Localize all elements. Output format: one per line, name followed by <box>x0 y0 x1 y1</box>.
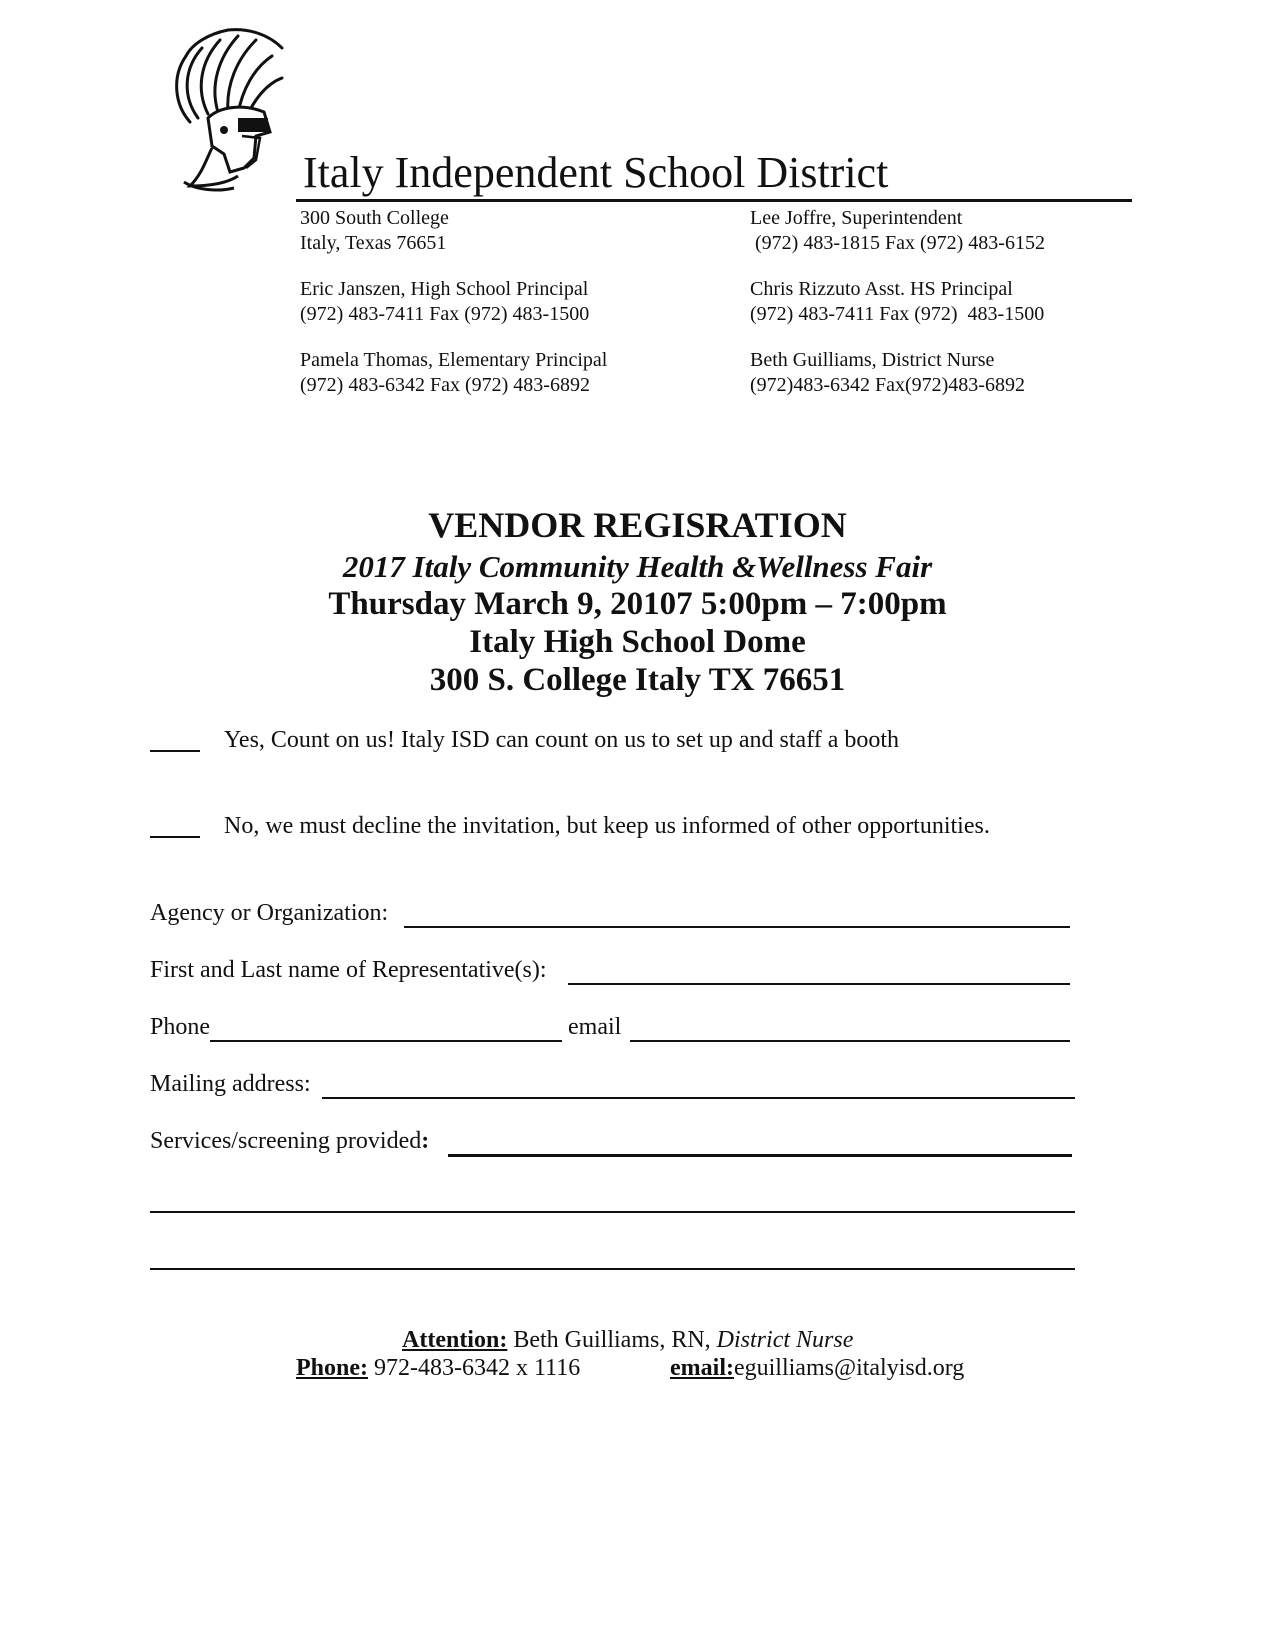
services-extra-line-2[interactable] <box>150 1268 1075 1270</box>
phone-label: Phone <box>150 1014 210 1040</box>
contact-line: (972) 483-7411 Fax (972) 483-1500 <box>750 303 1045 325</box>
contact-asst-principal <box>750 277 1044 327</box>
services-input-line[interactable] <box>448 1154 1072 1157</box>
event-address: 300 S. College Italy TX 76651 <box>429 662 846 698</box>
attention-text: Beth Guilliams, RN, <box>507 1327 717 1353</box>
contact-line: Pamela Thomas, Elementary Principal <box>300 349 608 371</box>
footer-phone <box>296 1353 580 1383</box>
no-checkbox-blank[interactable] <box>150 836 200 838</box>
district-title: Italy Independent School District <box>303 148 889 197</box>
contact-district-nurse <box>750 348 1025 398</box>
services-label-colon: : <box>421 1128 430 1154</box>
mailing-address-input-line[interactable] <box>322 1097 1075 1099</box>
event-name: 2017 Italy Community Health &Wellness Fair <box>342 549 933 584</box>
title-divider <box>296 199 1132 202</box>
contact-line: Italy, Texas 76651 <box>300 232 447 254</box>
email-input-line[interactable] <box>630 1040 1070 1042</box>
contact-line: Beth Guilliams, District Nurse <box>750 349 995 371</box>
footer-email-value[interactable]: eguilliams@italyisd.org <box>733 1355 965 1381</box>
attention-label: Attention: <box>402 1327 508 1353</box>
event-venue: Italy High School Dome <box>469 624 806 660</box>
contact-line: (972) 483-1815 Fax (972) 483-6152 <box>750 232 1045 254</box>
services-extra-line-1[interactable] <box>150 1211 1075 1213</box>
footer-phone-label: Phone: <box>296 1355 368 1381</box>
event-date-time: Thursday March 9, 20107 5:00pm – 7:00pm <box>328 586 947 622</box>
trojan-helmet-icon <box>168 26 288 194</box>
contact-elem-principal <box>300 348 607 398</box>
attention-role: District Nurse <box>716 1327 854 1353</box>
footer-phone-value: 972-483-6342 x 1116 <box>368 1355 581 1381</box>
yes-option-label: Yes, Count on us! Italy ISD can count on us to set up and staff a booth <box>224 727 900 753</box>
no-option-label: No, we must decline the invitation, but keep us informed of other opportunities. <box>224 813 990 839</box>
email-label: email <box>568 1014 622 1040</box>
contact-hs-principal <box>300 277 589 327</box>
contact-line: Lee Joffre, Superintendent <box>750 207 963 229</box>
contact-superintendent <box>750 206 1045 256</box>
footer-email <box>670 1353 964 1383</box>
contact-line: (972)483-6342 Fax(972)483-6892 <box>750 374 1025 396</box>
services-label-text: Services/screening provided <box>150 1128 422 1154</box>
phone-input-line[interactable] <box>210 1040 562 1042</box>
contact-line: Eric Janszen, High School Principal <box>300 278 589 300</box>
contact-line: 300 South College <box>300 207 449 229</box>
agency-label: Agency or Organization: <box>150 900 389 926</box>
contact-school-address <box>300 206 449 256</box>
representative-label: First and Last name of Representative(s): <box>150 957 547 983</box>
contact-line: Chris Rizzuto Asst. HS Principal <box>750 278 1013 300</box>
page-title: VENDOR REGISRATION <box>428 505 847 545</box>
contact-line: (972) 483-7411 Fax (972) 483-1500 <box>300 303 590 325</box>
mailing-address-label: Mailing address: <box>150 1071 311 1097</box>
agency-input-line[interactable] <box>404 926 1070 928</box>
yes-checkbox-blank[interactable] <box>150 750 200 752</box>
footer-email-label: email: <box>670 1355 734 1381</box>
services-label <box>150 1126 429 1156</box>
representative-input-line[interactable] <box>568 983 1070 985</box>
attention-line <box>402 1325 853 1355</box>
contact-line: (972) 483-6342 Fax (972) 483-6892 <box>300 374 590 396</box>
